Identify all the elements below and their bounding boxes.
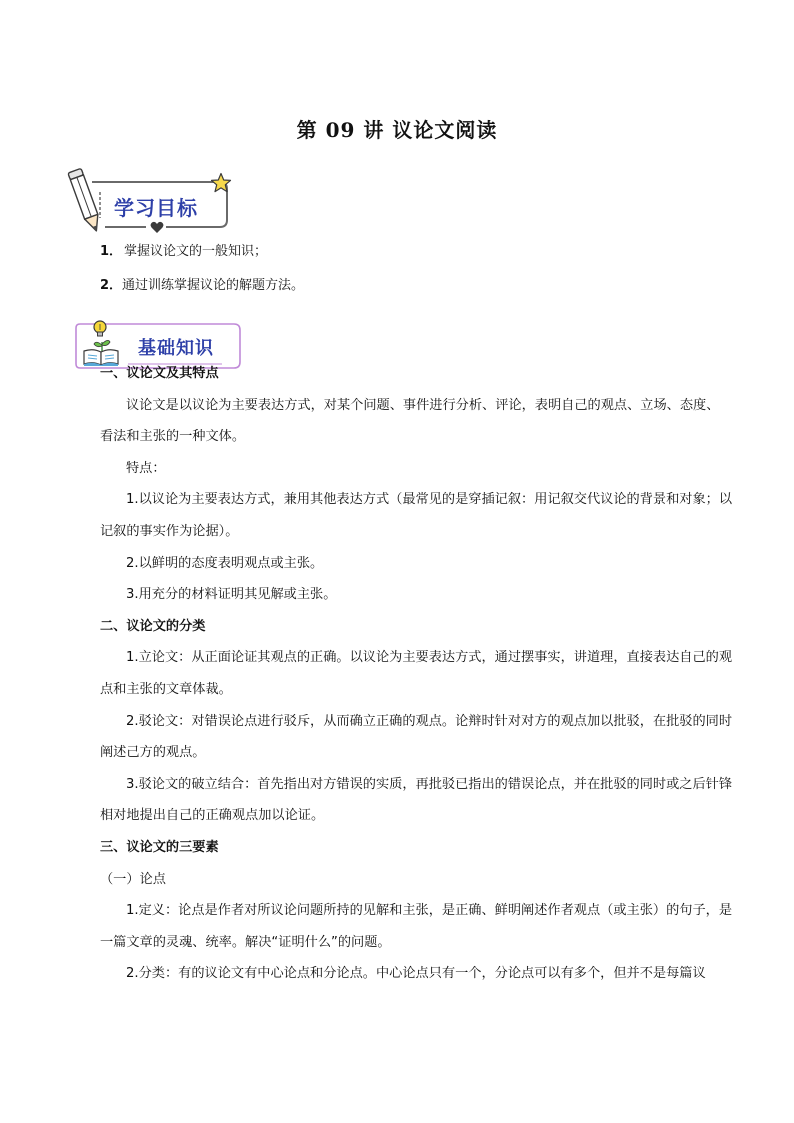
paragraph: 议论文是以议论为主要表达方式，对某个问题、事件进行分析、评论，表明自己的观点、立场、态度、看法和主张的一种文体。 xyxy=(100,397,720,445)
basic-knowledge-label: 基础知识 xyxy=(138,338,214,359)
paragraph: 特点： xyxy=(126,460,166,476)
goal-number: 2． xyxy=(100,278,123,293)
paragraph: 3.驳论文的破立结合：首先指出对方错误的实质，再批驳已指出的错误论点，并在批驳的同时或之后针锋相对地提出自己的正确观点加以论证。 xyxy=(100,776,733,824)
goal-item xyxy=(100,240,304,274)
goal-text: 掌握议论文的一般知识； xyxy=(124,244,268,259)
sub-heading: （一）论点 xyxy=(100,871,166,887)
heart-icon xyxy=(150,221,164,234)
paragraph: 1.立论文：从正面论证其观点的正确。以议论为主要表达方式，通过摆事实，讲道理，直接表达自己的观点和主张的文章体裁。 xyxy=(100,650,733,697)
paragraph: 3.用充分的材料证明其见解或主张。 xyxy=(126,587,337,603)
body-content xyxy=(100,358,732,990)
paragraph: 2.分类：有的议论文有中心论点和分论点。中心论点只有一个，分论点可以有多个，但并不是每篇议 xyxy=(126,966,706,982)
goal-item xyxy=(100,274,304,308)
learning-goals-label: 学习目标 xyxy=(114,196,198,220)
paragraph: 1.定义：论点是作者对所议论问题所持的见解和主张，是正确、鲜明阐述作者观点（或主张）的句子，是一篇文章的灵魂、统率。解决“证明什么”的问题。 xyxy=(100,903,733,950)
paragraph: 1.以议论为主要表达方式，兼用其他表达方式（最常见的是穿插记叙：用记叙交代议论的背景和对象；以记叙的事实作为论据）。 xyxy=(100,492,733,539)
paragraph: 2.以鲜明的态度表明观点或主张。 xyxy=(126,555,324,571)
paragraph: 2.驳论文：对错误论点进行驳斥，从而确立正确的观点。论辩时针对对方的观点加以批驳，在批驳的同时阐述己方的观点。 xyxy=(100,713,733,761)
section-heading: 二、议论文的分类 xyxy=(100,618,206,634)
section-heading: 一、议论文及其特点 xyxy=(100,366,219,381)
pencil-icon xyxy=(70,166,106,238)
goal-number: 1． xyxy=(100,244,123,259)
star-icon xyxy=(210,172,232,194)
page-title: 第 09 讲 议论文阅读 xyxy=(296,118,498,142)
learning-goals-list xyxy=(100,240,304,308)
section-heading: 三、议论文的三要素 xyxy=(100,839,219,855)
goal-text: 通过训练掌握议论的解题方法。 xyxy=(122,278,305,293)
